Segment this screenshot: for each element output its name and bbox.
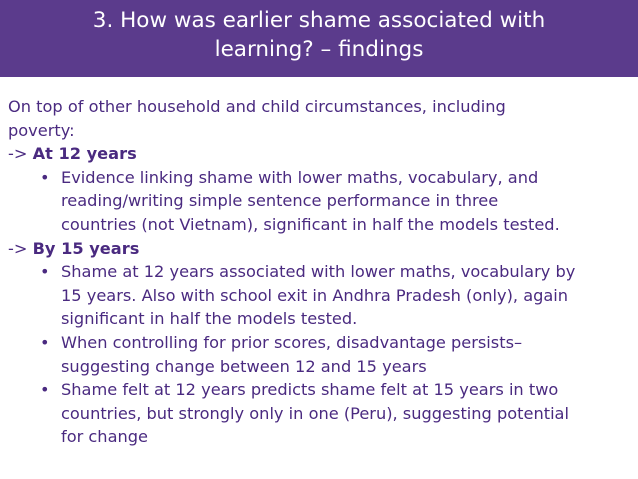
section-heading-15-years — [8, 237, 634, 261]
bullet-item — [40, 378, 634, 449]
section-heading-text: At 12 years — [32, 144, 137, 164]
bullet-dot: • — [40, 380, 50, 400]
bullet-item — [40, 260, 634, 331]
title-bar — [0, 0, 638, 77]
bullet-item — [40, 331, 634, 378]
slide-title-line-2: learning? – findings — [214, 37, 424, 62]
bullet-line: for change — [61, 427, 148, 447]
bullet-dot: • — [40, 332, 50, 352]
bullet-line: countries (not Vietnam), significant in half the models tested. — [61, 214, 560, 234]
arrow-marker: -> — [8, 238, 33, 258]
bullet-line: Evidence linking shame with lower maths, vocabulary, and — [61, 167, 539, 187]
bullet-line: When controlling for prior scores, disadvantage persists– — [61, 332, 523, 352]
slide-body — [8, 95, 634, 449]
bullet-line: Shame felt at 12 years predicts shame felt at 15 years in two — [61, 380, 559, 400]
bullet-line: countries, but strongly only in one (Peru), suggesting potential — [61, 403, 569, 423]
bullet-list-15-years — [8, 260, 634, 449]
bullet-item — [40, 166, 634, 237]
arrow-marker: -> — [8, 144, 33, 164]
bullet-line: reading/writing simple sentence performance in three — [61, 191, 499, 211]
bullet-line: suggesting change between 12 and 15 years — [61, 356, 427, 376]
intro-line-2: poverty: — [8, 120, 75, 140]
bullet-list-12-years — [8, 166, 634, 237]
section-heading-text: By 15 years — [32, 238, 140, 258]
section-heading-12-years — [8, 142, 634, 166]
slide-title-line-1: 3. How was earlier shame associated with — [92, 8, 546, 33]
intro-line-1: On top of other household and child circumstances, including — [8, 97, 506, 116]
bullet-line: 15 years. Also with school exit in Andhra Pradesh (only), again — [61, 285, 569, 305]
bullet-line: Shame at 12 years associated with lower maths, vocabulary by — [61, 262, 576, 282]
bullet-dot: • — [40, 167, 50, 187]
bullet-line: significant in half the models tested. — [61, 309, 358, 329]
bullet-dot: • — [40, 262, 50, 282]
